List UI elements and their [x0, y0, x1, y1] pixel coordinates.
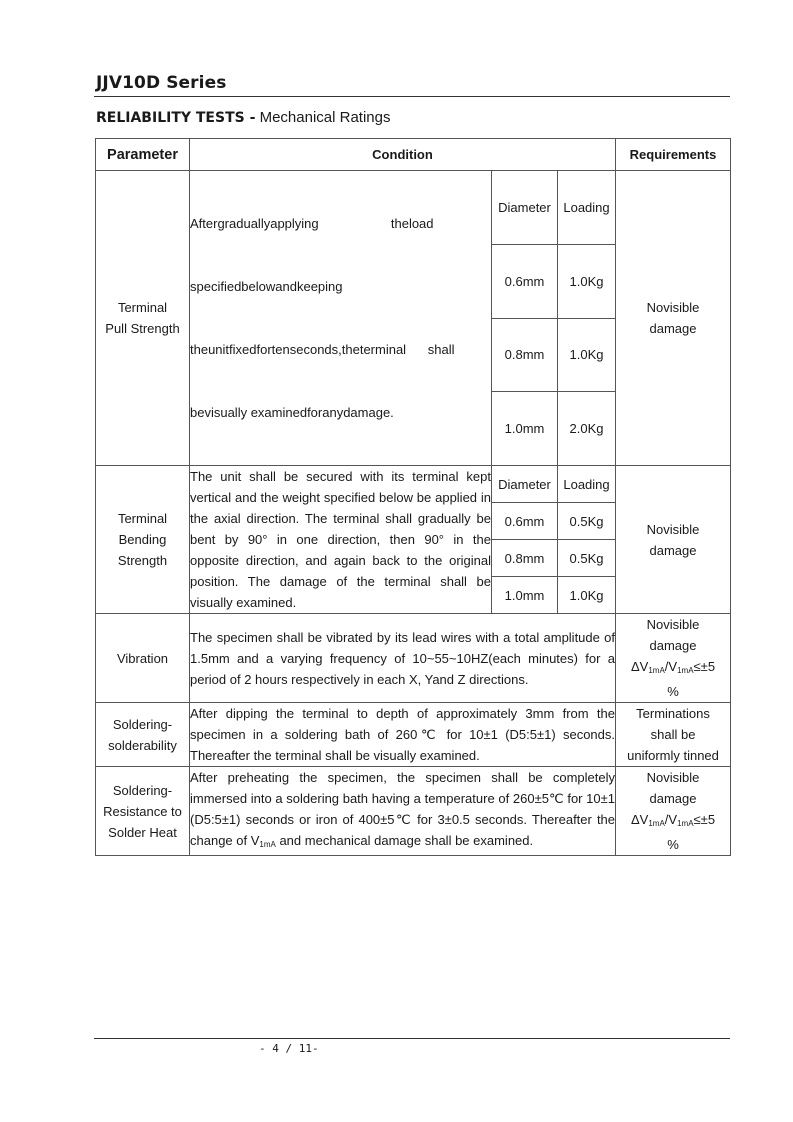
requirement-line: damage — [649, 542, 697, 558]
condition-cell: After dipping the terminal to depth of approximately 3mm from the specimen in a soldering bath of 260℃ for 10±1 (D5:5±1) seconds. Thereafter the terminal shall be visually examined. — [190, 703, 616, 767]
parameter-line: Terminal — [117, 511, 168, 526]
loading-value: 0.5Kg — [558, 503, 616, 540]
diameter-header: Diameter — [492, 171, 558, 245]
parameter-line: Soldering- — [112, 716, 173, 732]
header-parameter: Parameter — [96, 139, 190, 171]
requirement-line: Novisible — [646, 770, 700, 785]
parameter-line: Resistance to — [103, 803, 182, 819]
condition-line: Aftergraduallyapplying theload — [190, 216, 434, 231]
loading-value: 0.5Kg — [558, 540, 616, 577]
table-row — [96, 767, 731, 856]
parameter-cell — [96, 466, 190, 614]
condition-line: specifiedbelowandkeeping — [190, 279, 343, 294]
diameter-value: 0.8mm — [492, 318, 558, 392]
delta-formula: $\Delta V_{1mA}/V_{1mA}\le\pm 5$ — [630, 659, 716, 675]
condition-cell: After preheating the specimen, the specimen shall be completely immersed into a soldering bath having a temperature of 260±5℃ for 10±1 (D5:5±1) seconds or iron of 400±5℃ for 3±0.5 seconds. Thereafter the change of $V_{1mA}$ and mechanical damage shall be examined. — [190, 767, 616, 856]
requirement-line: shall be — [650, 727, 696, 742]
condition-cell: The unit shall be secured with its terminal kept vertical and the weight specified below be applied in the axial direction. The terminal shall gradually be bent by 90° in one direction, then 90° in the opposite direction, and again back to the original position. The damage of the terminal shall be visually examined. — [190, 466, 492, 614]
table-row — [96, 614, 731, 703]
diameter-header: Diameter — [492, 466, 558, 503]
diameter-value: 0.6mm — [492, 244, 558, 318]
loading-value: 1.0Kg — [558, 577, 616, 614]
condition-line: theunitfixedfortenseconds,theterminal shall — [190, 342, 455, 357]
parameter-line: solderability — [108, 737, 177, 753]
loading-value: 2.0Kg — [558, 392, 616, 466]
parameter-line: Strength — [117, 553, 168, 568]
diameter-value: 0.8mm — [492, 540, 558, 577]
requirement-line: damage — [649, 791, 697, 806]
parameter-cell — [96, 703, 190, 767]
delta-unit: % — [667, 684, 679, 699]
requirement-line: uniformly tinned — [627, 748, 719, 763]
loading-header: Loading — [558, 466, 616, 503]
delta-formula: $\Delta V_{1mA}/V_{1mA}\le\pm 5$ — [630, 812, 716, 828]
parameter-line: Terminal — [117, 300, 168, 315]
requirement-cell — [616, 614, 731, 703]
table-row — [96, 171, 731, 245]
loading-value: 1.0Kg — [558, 318, 616, 392]
header-condition: Condition — [190, 139, 616, 171]
section-title-rest: Mechanical Ratings — [255, 109, 391, 126]
requirement-cell — [616, 703, 731, 767]
series-title: JJV10D Series — [96, 73, 227, 93]
table-row — [96, 466, 731, 503]
section-title — [96, 109, 390, 126]
diameter-value: 1.0mm — [492, 577, 558, 614]
delta-unit: % — [667, 837, 679, 852]
header-divider — [94, 96, 730, 97]
loading-value: 1.0Kg — [558, 244, 616, 318]
requirement-cell — [616, 171, 731, 466]
page-number: - 4 / 11- — [259, 1042, 319, 1055]
header-requirements: Requirements — [616, 139, 731, 171]
parameter-line: Soldering- — [112, 782, 173, 798]
loading-header: Loading — [558, 171, 616, 245]
section-title-bold: RELIABILITY TESTS - — [96, 110, 256, 126]
requirement-cell — [616, 767, 731, 856]
parameter-cell — [96, 767, 190, 856]
requirement-line: damage — [649, 321, 697, 336]
footer-divider — [94, 1038, 730, 1039]
condition-cell: The specimen shall be vibrated by its lead wires with a total amplitude of 1.5mm and a varying frequency of 10~55~10HZ(each minutes) for a period of 2 hours respectively in each X, Yand Z directions. — [190, 614, 616, 703]
parameter-cell: Vibration — [96, 614, 190, 703]
parameter-line: Pull Strength — [105, 321, 180, 336]
parameter-line: Bending — [118, 532, 167, 547]
mechanical-ratings-table — [95, 138, 731, 856]
table-header-row — [96, 139, 731, 171]
requirement-line: Terminations — [636, 706, 710, 721]
requirement-line: Novisible — [646, 300, 700, 315]
requirement-cell — [616, 466, 731, 614]
condition-cell — [190, 171, 492, 466]
condition-line: bevisually examinedforanydamage. — [190, 405, 394, 420]
parameter-line: Solder Heat — [108, 824, 177, 840]
diameter-value: 1.0mm — [492, 392, 558, 466]
requirement-line: Novisible — [646, 521, 700, 537]
table-row — [96, 703, 731, 767]
parameter-cell — [96, 171, 190, 466]
diameter-value: 0.6mm — [492, 503, 558, 540]
requirement-line: damage — [649, 638, 697, 653]
requirement-line: Novisible — [646, 617, 700, 632]
